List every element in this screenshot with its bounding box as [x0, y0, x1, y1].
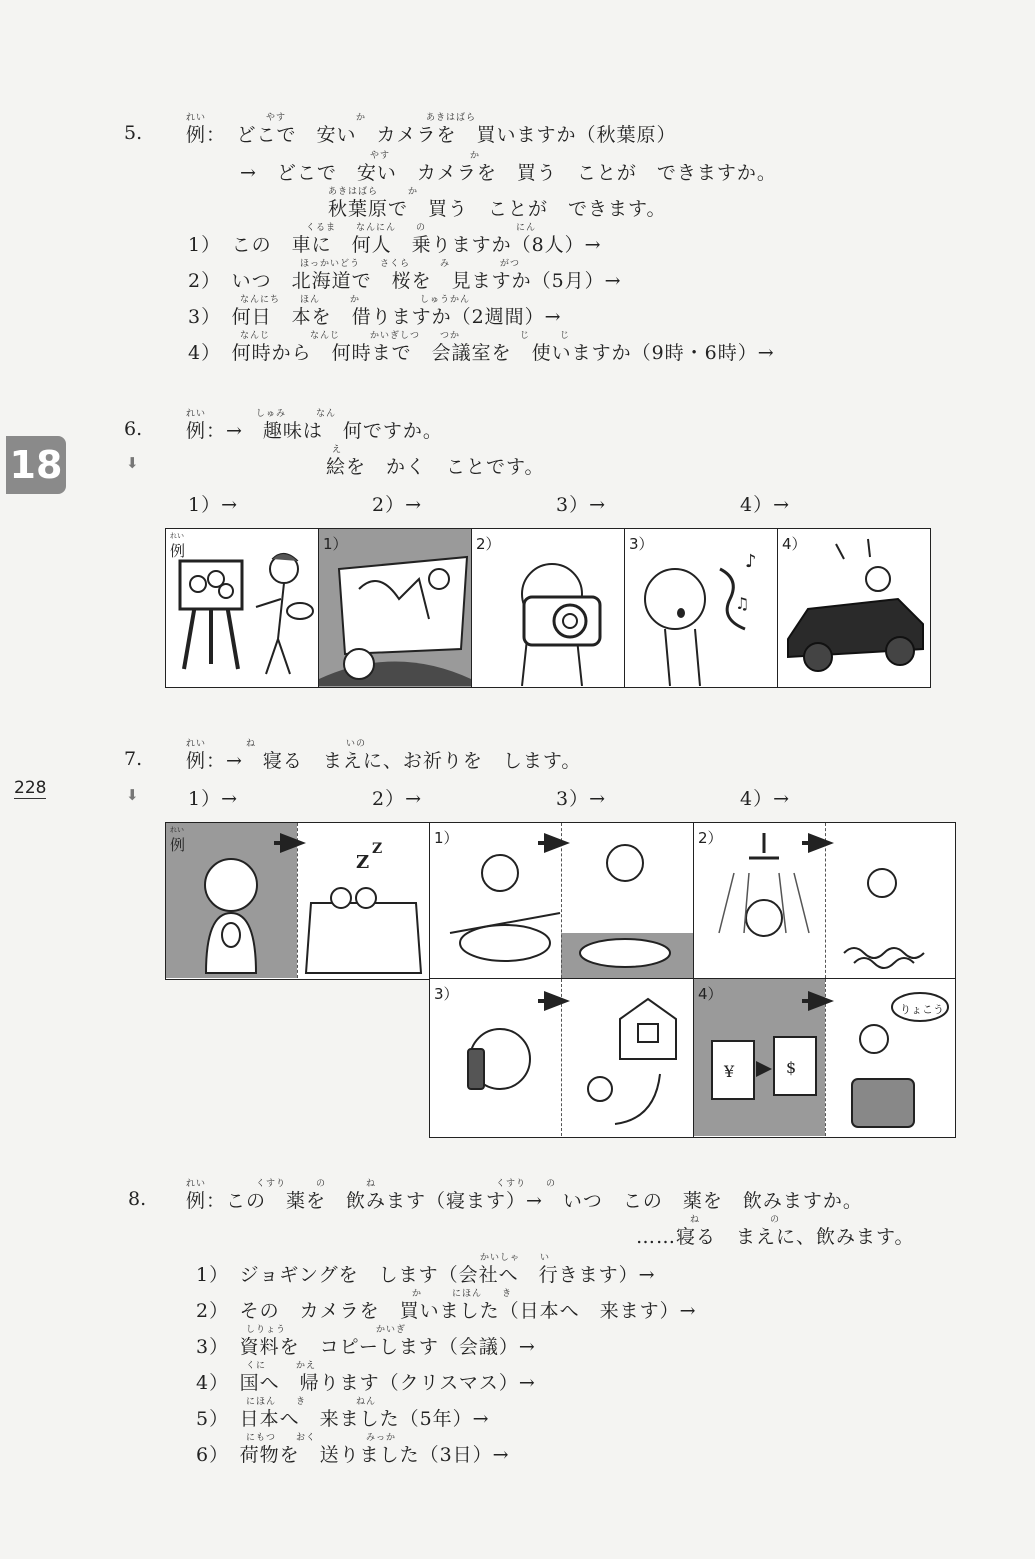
- ex5-example-answer: 秋葉原で 買う ことが できます。: [328, 198, 667, 220]
- chapter-tab: 18: [6, 436, 66, 494]
- ex7-answer-4: 4）→: [740, 788, 791, 810]
- ex5-question-2: 2） いつ 北海道で 桜を 見ますか（5月）→: [188, 270, 622, 292]
- svg-text:¥: ¥: [724, 1062, 735, 1081]
- ex7-panel-4: [693, 978, 956, 1138]
- cook-then-eat-illustration: [430, 823, 693, 978]
- ex5-furigana-7: なんじ なんじ かいぎしつ つか じ じ: [240, 331, 571, 341]
- panel-label: 例: [170, 542, 186, 560]
- speech-bubble-text: りょこう: [900, 1003, 944, 1016]
- ex8-question-6: 6） 荷物を 送りました（3日）→: [196, 1444, 510, 1466]
- ex7-answer-2: 2）→: [372, 788, 423, 810]
- ex8-example-question: 例：この 薬を 飲みます（寝ます）→ いつ この 薬を 飲みますか。: [186, 1190, 863, 1212]
- ex5-question-4: 4） 何時から 何時まで 会議室を 使いますか（9時・6時）→: [188, 342, 775, 364]
- panel-label: 1）: [323, 535, 348, 553]
- ex6-answer-3: 3）→: [556, 494, 607, 516]
- down-arrow-icon: ⬇: [126, 786, 139, 804]
- phone-then-visit-illustration: [430, 979, 693, 1136]
- svg-text:♫: ♫: [735, 594, 750, 613]
- ex8-question-2: 2） その カメラを 買いました（日本へ 来ます）→: [196, 1300, 697, 1322]
- ex7-answer-3: 3）→: [556, 788, 607, 810]
- ex6-example-answer: 絵を かく ことです。: [326, 456, 545, 478]
- painting-illustration: [166, 529, 318, 686]
- ex7-panel-1: [429, 822, 695, 980]
- ex8-example-answer: ……寝る まえに、飲みます。: [636, 1226, 915, 1248]
- movie-watching-illustration: [319, 529, 471, 686]
- ex6-furigana-2: え: [332, 445, 343, 455]
- ex7-panel-2: [693, 822, 956, 980]
- ex5-question-1: 1） この 車に 何人 乗りますか（8人）→: [188, 234, 602, 256]
- svg-text:Z: Z: [356, 852, 370, 873]
- ex6-furigana-1: れい しゅみ なん: [186, 409, 337, 419]
- ex6-panel-example: [165, 528, 320, 688]
- ex6-panel-2: [471, 528, 626, 688]
- panel-label: 3）: [629, 535, 654, 553]
- panel-label: 例: [170, 836, 186, 854]
- page-number: 228: [14, 778, 47, 798]
- ex5-furigana-4: くるま なんにん の にん: [306, 223, 537, 233]
- ex5-question-3: 3） 何日 本を 借りますか（2週間）→: [188, 306, 562, 328]
- ex7-furigana-1: れい ね いの: [186, 739, 367, 749]
- shower-then-swim-illustration: [694, 823, 954, 978]
- ex8-furigana-q1: かいしゃ い: [480, 1253, 551, 1263]
- down-arrow-icon: ⬇: [126, 454, 139, 472]
- ex8-furigana-q4: くに かえ: [246, 1361, 317, 1371]
- ex8-furigana-1: れい くすり の ね くすり の: [186, 1179, 557, 1189]
- ex5-furigana-3: あきはばら か: [328, 187, 419, 197]
- ex8-furigana-q3: しりょう かいぎ: [246, 1325, 407, 1335]
- panel-label: 1）: [434, 829, 459, 847]
- panel-furigana: れい: [170, 826, 184, 834]
- ex8-question-3: 3） 資料を コピーします（会議）→: [196, 1336, 536, 1358]
- svg-text:Z: Z: [372, 841, 383, 857]
- svg-text:♪: ♪: [745, 551, 757, 572]
- ex8-furigana-q6: にもつ おく みっか: [246, 1433, 397, 1443]
- panel-label: 2）: [476, 535, 501, 553]
- ex5-furigana-1: れい やす か あきはばら: [186, 113, 477, 123]
- panel-furigana: れい: [170, 532, 184, 540]
- ex6-answer-2: 2）→: [372, 494, 423, 516]
- ex6-number: 6.: [124, 418, 143, 440]
- ex8-furigana-2: ね の: [690, 1215, 781, 1225]
- ex5-furigana-2: やす か: [370, 151, 481, 161]
- camera-photo-illustration: [472, 529, 624, 686]
- panel-label: 4）: [782, 535, 807, 553]
- ex5-furigana-5: ほっかいどう さくら み がつ: [300, 259, 521, 269]
- pray-then-sleep-illustration: [166, 823, 429, 978]
- ex5-example-converted: → どこで 安い カメラを 買う ことが できますか。: [240, 162, 777, 184]
- ex8-number: 8.: [128, 1188, 147, 1210]
- ex6-example-question: 例：→ 趣味は 何ですか。: [186, 420, 443, 442]
- ex6-answer-4: 4）→: [740, 494, 791, 516]
- panel-label: 4）: [698, 985, 723, 1003]
- ex8-question-5: 5） 日本へ 来ました（5年）→: [196, 1408, 490, 1430]
- ex6-panel-3: [624, 528, 779, 688]
- ex7-panel-example: [165, 822, 431, 980]
- ex6-answer-1: 1）→: [188, 494, 239, 516]
- ex6-panel-1: [318, 528, 473, 688]
- ex5-example-question: 例： どこで 安い カメラを 買いますか（秋葉原）: [186, 124, 677, 146]
- ex7-panel-3: [429, 978, 695, 1138]
- ex8-question-1: 1） ジョギングを します（会社へ 行きます）→: [196, 1264, 656, 1286]
- ex8-furigana-q2: か にほん き: [412, 1289, 513, 1299]
- singing-illustration: [625, 529, 777, 686]
- ex7-example-sentence: 例：→ 寝る まえに、お祈りを します。: [186, 750, 582, 772]
- driving-illustration: [778, 529, 929, 686]
- ex7-number: 7.: [124, 748, 143, 770]
- panel-label: 3）: [434, 985, 459, 1003]
- ex7-answer-1: 1）→: [188, 788, 239, 810]
- ex6-panel-4: [777, 528, 931, 688]
- panel-label: 2）: [698, 829, 723, 847]
- ex8-furigana-q5: にほん き ねん: [246, 1397, 377, 1407]
- svg-text:$: $: [786, 1058, 797, 1077]
- ex5-number: 5.: [124, 122, 143, 144]
- ex8-question-4: 4） 国へ 帰ります（クリスマス）→: [196, 1372, 536, 1394]
- ex5-furigana-6: なんにち ほん か しゅうかん: [240, 295, 471, 305]
